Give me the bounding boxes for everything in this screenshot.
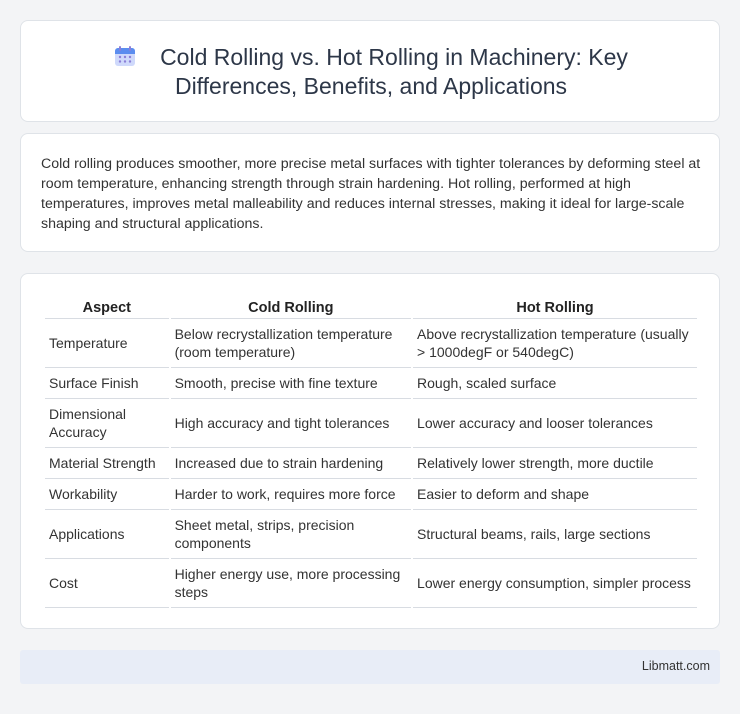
hot-cell: Structural beams, rails, large sections xyxy=(413,510,697,559)
hot-cell: Lower accuracy and looser tolerances xyxy=(413,399,697,448)
aspect-cell: Material Strength xyxy=(45,448,169,479)
hot-cell: Above recrystallization temperature (usually > 1000degF or 540degC) xyxy=(413,319,697,368)
summary-text: Cold rolling produces smoother, more precise metal surfaces with tighter tolerances by deforming steel at room temperature, enhancing strength through strain hardening. Hot rolling, performed at high temperatures, improves metal malleability and reduces internal stresses, making it ideal for large-scale shaping and structural applications. xyxy=(41,156,701,232)
aspect-cell: Applications xyxy=(45,510,169,559)
cold-cell: Smooth, precise with fine texture xyxy=(171,368,411,399)
cold-cell: Increased due to strain hardening xyxy=(171,448,411,479)
header-hot-rolling: Hot Rolling xyxy=(413,296,697,319)
aspect-cell: Cost xyxy=(45,559,169,608)
header-aspect: Aspect xyxy=(45,296,169,319)
table-row xyxy=(45,479,697,510)
table-row xyxy=(45,399,697,448)
cold-cell: Sheet metal, strips, precision components xyxy=(171,510,411,559)
summary-card xyxy=(20,133,720,252)
aspect-cell: Surface Finish xyxy=(45,368,169,399)
cold-cell: Harder to work, requires more force xyxy=(171,479,411,510)
cold-cell: High accuracy and tight tolerances xyxy=(171,399,411,448)
aspect-cell: Temperature xyxy=(45,319,169,368)
header-cold-rolling: Cold Rolling xyxy=(171,296,411,319)
hot-cell: Rough, scaled surface xyxy=(413,368,697,399)
page-title xyxy=(21,43,721,101)
table-row xyxy=(45,368,697,399)
table-header-row xyxy=(45,296,697,319)
hot-cell: Easier to deform and shape xyxy=(413,479,697,510)
title-line-1: Cold Rolling vs. Hot Rolling in Machinery: Key xyxy=(160,44,628,70)
table-row xyxy=(45,319,697,368)
calendar-icon xyxy=(114,45,136,67)
cold-cell: Below recrystallization temperature (room temperature) xyxy=(171,319,411,368)
comparison-card xyxy=(20,273,720,629)
hot-cell: Lower energy consumption, simpler process xyxy=(413,559,697,608)
hot-cell: Relatively lower strength, more ductile xyxy=(413,448,697,479)
cold-cell: Higher energy use, more processing steps xyxy=(171,559,411,608)
table-row xyxy=(45,559,697,608)
footer-bar xyxy=(20,650,720,684)
title-line-2: Differences, Benefits, and Applications xyxy=(174,73,568,99)
comparison-table xyxy=(43,296,699,608)
aspect-cell: Dimensional Accuracy xyxy=(45,399,169,448)
table-row xyxy=(45,510,697,559)
aspect-cell: Workability xyxy=(45,479,169,510)
title-card xyxy=(20,20,720,122)
footer-site-link[interactable]: Libmatt.com xyxy=(641,659,710,673)
table-row xyxy=(45,448,697,479)
